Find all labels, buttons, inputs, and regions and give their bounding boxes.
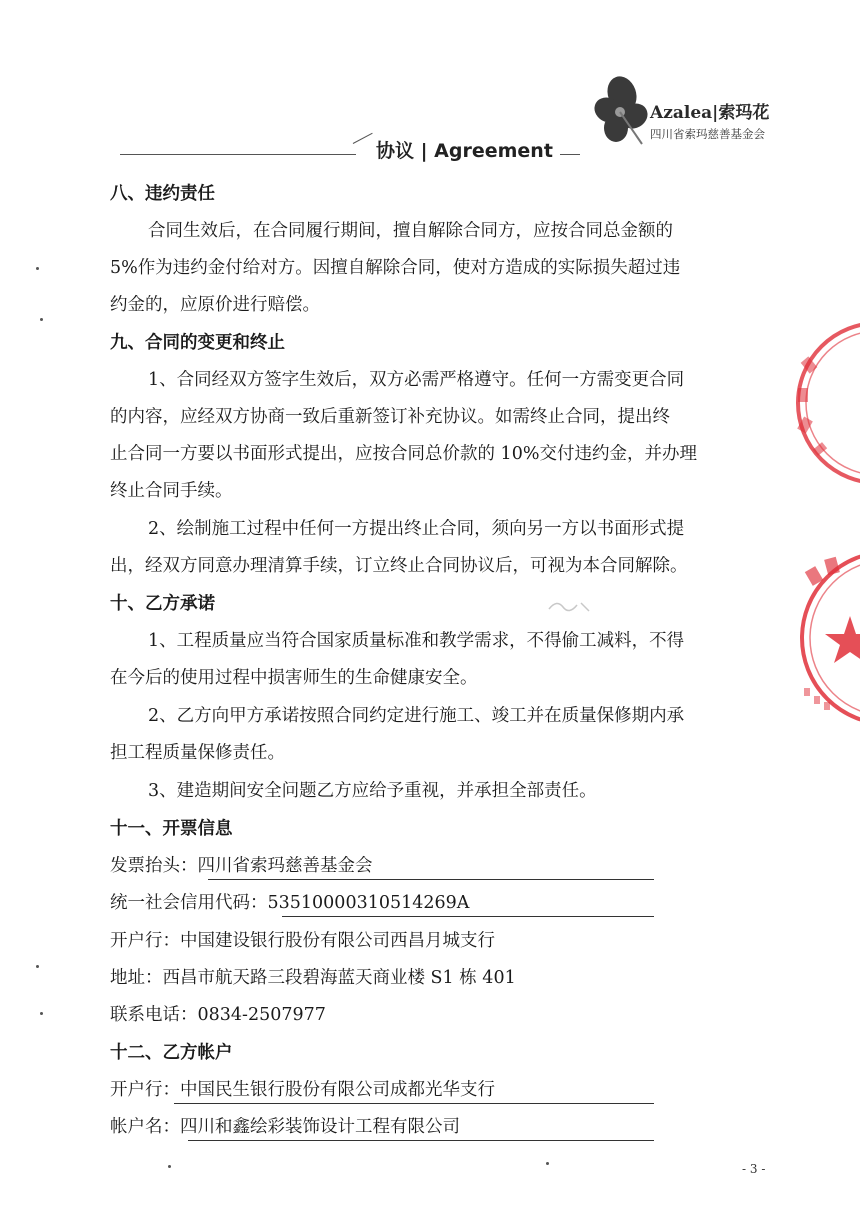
fill-underline — [282, 916, 654, 917]
fill-underline — [208, 879, 654, 880]
paragraph-line: 2、乙方向甲方承诺按照合同约定进行施工、竣工并在质量保修期内承 — [148, 706, 685, 726]
paragraph-line: 1、合同经双方签字生效后，双方必需严格遵守。任何一方需变更合同 — [148, 370, 685, 390]
scan-speck — [36, 267, 39, 270]
paragraph-line: 担工程质量保修责任。 — [110, 743, 285, 763]
field-label: 开户行： — [110, 931, 180, 951]
section-heading: 八、违约责任 — [110, 184, 215, 204]
seal-stamp-lower — [788, 548, 860, 728]
section-heading: 十一、开票信息 — [110, 819, 233, 839]
scan-speck — [40, 318, 43, 321]
paragraph-line: 约金的，应原价进行赔偿。 — [110, 295, 320, 315]
signature-mark — [545, 595, 595, 619]
account-name-row — [110, 1115, 460, 1139]
paragraph-line: 2、绘制施工过程中任何一方提出终止合同，须向另一方以书面形式提 — [148, 519, 685, 539]
field-label: 开户行： — [110, 1080, 180, 1100]
paragraph-line: 的内容，应经双方协商一致后重新签订补充协议。如需终止合同，提出终 — [110, 407, 670, 427]
seal-stamp-upper — [786, 318, 860, 488]
star-icon — [825, 616, 860, 663]
azalea-logo — [592, 72, 802, 157]
scan-speck — [40, 1012, 43, 1015]
fill-underline — [188, 1140, 654, 1141]
paragraph-line: 终止合同手续。 — [110, 481, 233, 501]
field-label: 地址： — [110, 968, 163, 988]
phone-value: 0834-2507977 — [197, 1005, 326, 1025]
address-row — [110, 966, 516, 990]
fill-underline — [174, 1103, 654, 1104]
scan-speck — [168, 1165, 171, 1168]
header-rule-right — [560, 154, 580, 155]
credit-code-value: 53510000310514269A — [267, 893, 470, 913]
header-rule-left — [120, 154, 356, 155]
credit-code-row — [110, 891, 469, 915]
field-label: 统一社会信用代码： — [110, 893, 268, 913]
section-heading: 十、乙方承诺 — [110, 594, 215, 614]
account-bank-value: 中国民生银行股份有限公司成都光华支行 — [180, 1080, 495, 1100]
invoice-title-value: 四川省索玛慈善基金会 — [197, 856, 373, 876]
invoice-title-row — [110, 854, 373, 878]
paragraph-line: 3、建造期间安全问题乙方应给予重视，并承担全部责任。 — [148, 781, 597, 801]
logo-brand-text: Azalea|索玛花 — [650, 103, 770, 123]
field-label: 帐户名： — [110, 1117, 180, 1137]
address-value: 西昌市航天路三段碧海蓝天商业楼 S1 栋 401 — [162, 968, 516, 988]
paragraph-line: 出，经双方同意办理清算手续，订立终止合同协议后，可视为本合同解除。 — [110, 556, 688, 576]
account-name-value: 四川和鑫绘彩装饰设计工程有限公司 — [180, 1117, 460, 1137]
section-heading: 九、合同的变更和终止 — [110, 333, 285, 353]
field-label: 发票抬头： — [110, 856, 198, 876]
section-heading: 十二、乙方帐户 — [110, 1043, 233, 1063]
page-number: - 3 - — [742, 1162, 766, 1176]
paragraph-line: 在今后的使用过程中损害师生的生命健康安全。 — [110, 668, 478, 688]
account-bank-row — [110, 1078, 495, 1102]
bank-row — [110, 929, 495, 953]
scan-speck — [36, 965, 39, 968]
bank-value: 中国建设银行股份有限公司西昌月城支行 — [180, 931, 495, 951]
paragraph-line: 合同生效后，在合同履行期间，擅自解除合同方，应按合同总金额的 — [148, 221, 673, 241]
paragraph-line: 止合同一方要以书面形式提出，应按合同总价款的 10%交付违约金，并办理 — [110, 444, 697, 464]
phone-row — [110, 1003, 326, 1027]
azalea-flower-icon — [592, 72, 652, 152]
logo-org-text: 四川省索玛慈善基金会 — [650, 127, 765, 141]
paragraph-line: 5%作为违约金付给对方。因擅自解除合同，使对方造成的实际损失超过违 — [110, 258, 681, 278]
header-title: 协议 | Agreement — [376, 140, 553, 162]
paragraph-line: 1、工程质量应当符合国家质量标准和教学需求，不得偷工减料，不得 — [148, 631, 685, 651]
scan-speck — [546, 1162, 549, 1165]
header-rule-slant — [353, 133, 373, 144]
field-label: 联系电话： — [110, 1005, 198, 1025]
